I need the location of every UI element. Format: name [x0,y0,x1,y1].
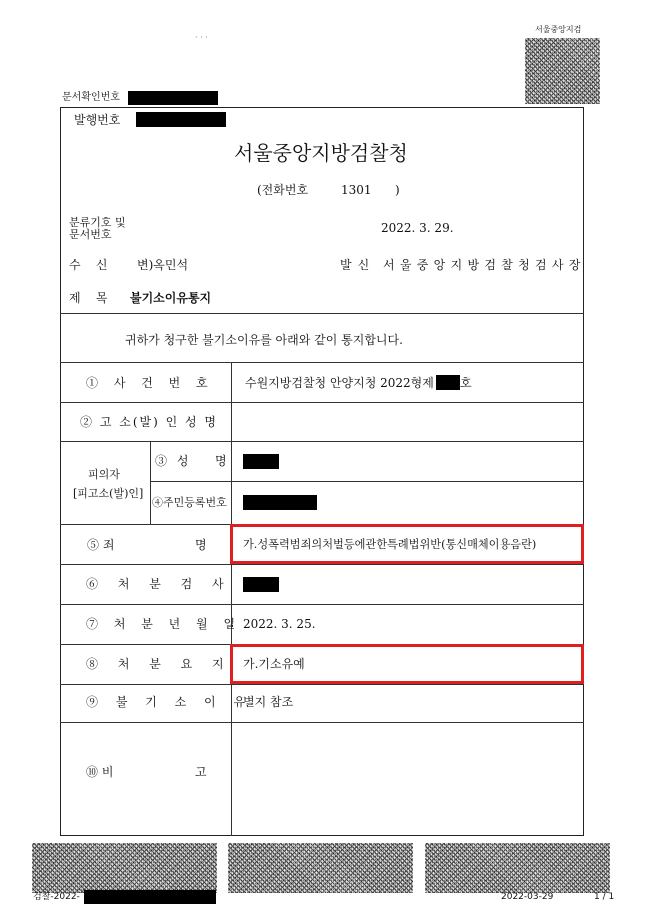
case-no-value: 수원지방검찰청 안양지청 2022형제 [245,376,434,390]
phone-close: ) [395,183,400,197]
footer-doc-no: 검찰-2022- [33,892,80,902]
seal-label: 서울중앙지검 [535,25,582,34]
suspect-label-sub: [피고소(발)인] [73,487,144,500]
col-divider [231,362,232,836]
subject-underline [60,313,584,314]
recipient-label: 수 신 [69,258,108,272]
crime-highlight [230,524,584,564]
phone-value: 1301 [341,183,372,197]
intro-text: 귀하가 청구한 불기소이유를 아래와 같이 통지합니다. [125,333,403,347]
issue-no-redaction [136,112,226,127]
crime-label: ⑤ 죄 [87,538,115,552]
row-line-9 [60,722,584,723]
gist-value: 가.기소유예 [243,657,305,671]
row-line-1 [60,402,584,403]
row-line-3 [150,481,584,482]
gist-label: ⑧ 처 분 요 지 [86,657,232,671]
issue-no-label: 발행번호 [74,113,121,127]
prosecutor-label: ⑥ 처 분 검 사 [86,577,232,591]
name-label: ③ 성 [155,454,192,468]
name-label-2: 명 [215,454,227,468]
recipient-value: 변)옥민석 [137,258,189,272]
doc-date: 2022. 3. 29. [381,221,454,235]
remarks-label: ⑩ 비 [86,765,114,779]
reason-label: ⑨ 불 기 소 이 유 [86,695,253,709]
row-line-2 [60,441,584,442]
footer-page: 1 / 1 [594,892,615,902]
footer-date: 2022-03-29 [501,892,554,902]
security-pattern-1 [32,843,217,893]
crime-label-2: 명 [195,538,207,552]
rrn-redaction [243,495,317,510]
date-value: 2022. 3. 25. [243,617,316,631]
case-no-redaction [436,375,460,390]
row-line-5 [60,564,584,565]
phone-label: (전화번호 [257,183,309,197]
suspect-divider [150,441,151,524]
complainant-label: ② 고 소(발) 인 성 명 [80,415,218,429]
security-pattern-2 [228,843,413,893]
case-no-suffix: 호 [460,376,472,390]
agency-title: 서울중앙지방검찰청 [234,141,408,165]
subject-value: 불기소이유통지 [130,291,212,305]
remarks-label-2: 고 [195,765,207,779]
document-frame [60,107,584,836]
row-line-8 [60,684,584,685]
footer-doc-redaction [84,890,216,904]
sender-label: 발신 [340,258,376,272]
rrn-label: ④주민등록번호 [152,496,227,509]
prosecutor-redaction [243,577,279,592]
seal-pattern [525,38,600,104]
date-label: ⑦ 처 분 년 월 일 [86,617,242,631]
class-label-2: 문서번호 [69,228,112,241]
crime-value: 가.성폭력범죄의처벌등에관한특례법위반(통신매체이용음란) [243,538,537,551]
suspect-label: 피의자 [88,468,120,481]
scan-dots: · · · [195,33,208,42]
security-pattern-3 [425,843,610,893]
doc-confirm-label: 문서확인번호 [62,92,120,103]
gist-highlight [230,644,584,684]
reason-value: 별지 참조 [243,695,294,709]
case-no-label: ① 사 건 번 호 [86,376,214,390]
name-redaction [243,454,279,469]
doc-confirm-redaction [128,91,218,105]
class-label-1: 분류기호 및 [69,216,126,229]
subject-label: 제 목 [69,291,108,305]
row-line-6 [60,604,584,605]
table-top-line [60,362,584,363]
sender-value: 서울중앙지방검찰청검사장 [383,258,586,272]
